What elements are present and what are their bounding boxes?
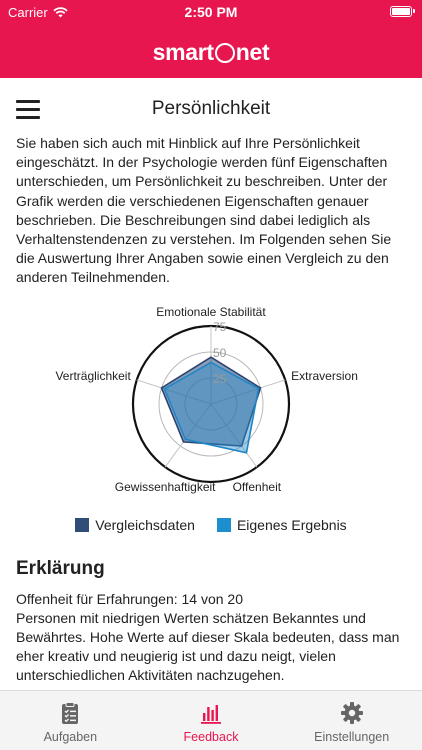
legend-item-own-result[interactable] (217, 514, 347, 536)
logo-at-icon (215, 43, 235, 63)
legend-swatch-own-result (217, 518, 231, 532)
explanation-score-line: Offenheit für Erfahrungen: 14 von 20 (16, 591, 244, 607)
tab-feedback-label: Feedback (183, 730, 239, 744)
radar-series-own-result (165, 362, 259, 452)
tab-bar (0, 690, 422, 750)
app-logo (153, 39, 270, 66)
tab-einstellungen[interactable] (281, 691, 422, 750)
battery-icon (390, 6, 412, 17)
radar-axis-label-1: Emotionale Stabilität (156, 305, 266, 319)
carrier-label: Carrier (8, 5, 48, 20)
page-title-row (0, 96, 422, 126)
status-bar (0, 0, 422, 26)
radar-axis-label-4: Gewissenhaftigkeit (114, 480, 216, 495)
legend-item-comparison[interactable] (75, 514, 195, 536)
tab-feedback[interactable] (141, 691, 282, 750)
tab-einstellungen-label: Einstellungen (314, 730, 390, 744)
legend-swatch-comparison (75, 518, 89, 532)
legend-label-own-result: Eigenes Ergebnis (236, 517, 347, 533)
tab-aufgaben-label: Aufgaben (43, 730, 98, 744)
bar-chart-icon (199, 701, 223, 725)
radar-tick-label-50: 50 (213, 346, 227, 360)
radar-axis-label-2: Extraversion (291, 368, 358, 383)
clipboard-icon (58, 701, 82, 725)
logo-text-right: net (235, 38, 270, 65)
app-header (0, 26, 422, 78)
legend-label-comparison: Vergleichsdaten (95, 517, 195, 533)
page-title: Persönlichkeit (151, 98, 271, 119)
tab-aufgaben[interactable] (0, 691, 141, 750)
logo-text-left: smart (152, 38, 214, 65)
radar-tick-label-25: 25 (213, 372, 227, 386)
radar-axis-label-3: Offenheit (232, 480, 282, 495)
radar-chart (0, 296, 422, 496)
radar-tick-label-75: 75 (213, 320, 227, 334)
gear-icon (340, 701, 364, 725)
explanation-title: Erklärung (16, 558, 105, 579)
status-time: 2:50 PM (184, 4, 238, 20)
intro-text: Sie haben sich auch mit Hinblick auf Ihre Persönlichkeit eingeschätzt. In der Psychologie werden fünf Eigenschaften unterschieden, um Persönlichkeit zu beschreiben. Unter der Grafik werden die verschiedenen Eigenschaften genauer beschrieben. Die Beschreibungen sind dabei lediglich als Verhaltenstendenzen zu verstehen. Im Folgenden sehen Sie die Auswertung Ihrer Angaben sowie einen Vergleich zu den anderen Teilnehmenden. (16, 135, 392, 286)
chart-legend (0, 514, 422, 536)
explanation-body: Personen mit niedrigen Werten schätzen Bekanntes und Bewährtes. Hohe Werte auf dieser Skala bedeuten, dass man eher kreativ und neugierig ist und dazu neigt, vielen unterschiedlichen Aktivitäten nachzugehen. (16, 610, 400, 683)
radar-axis-label-5: Verträglichkeit (55, 368, 131, 383)
explanation-text (16, 590, 410, 685)
